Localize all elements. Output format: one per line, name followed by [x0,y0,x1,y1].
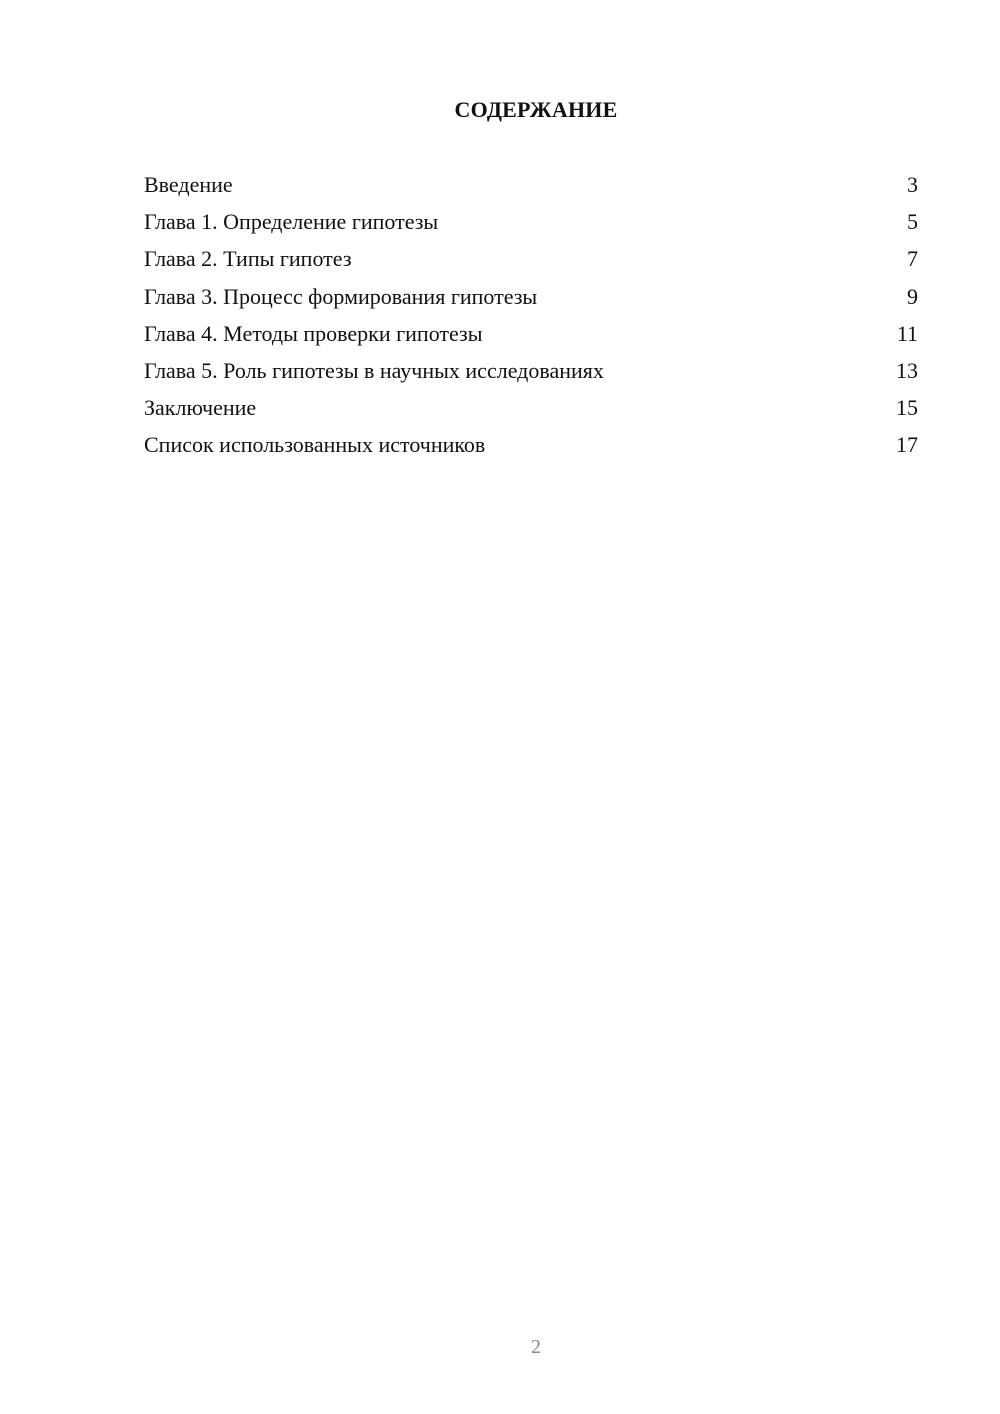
toc-item-page: 15 [896,395,918,421]
toc-item-conclusion[interactable] [144,393,918,430]
toc-item-label: Глава 2. Типы гипотез [144,246,352,272]
toc-item-references[interactable] [144,430,918,467]
toc-item-chapter-2[interactable] [144,244,918,281]
toc-item-page: 7 [907,246,918,272]
toc-title: СОДЕРЖАНИЕ [454,97,618,122]
toc-item-page: 5 [907,209,918,235]
toc-item-page: 11 [896,320,918,346]
toc-item-page: 13 [896,357,918,383]
toc-item-label: Глава 4. Методы проверки гипотезы [144,320,483,346]
toc-item-label: Глава 1. Определение гипотезы [144,209,439,235]
toc-item-label: Введение [144,172,233,197]
toc-item-label: Заключение [144,395,257,421]
toc-item-label: Глава 3. Процесс формирования гипотезы [144,283,538,309]
toc-item-label: Список использованных источников [144,432,486,458]
toc-item-page: 3 [907,172,918,197]
toc-item-page: 17 [896,432,918,458]
page-number: 2 [531,1336,541,1358]
toc-item-chapter-1[interactable] [144,207,918,244]
toc-item-chapter-3[interactable] [144,282,918,319]
toc-list [144,170,918,468]
toc-item-introduction[interactable] [144,170,918,207]
toc-item-label: Глава 5. Роль гипотезы в научных исследованиях [144,357,604,383]
toc-item-chapter-5[interactable] [144,356,918,393]
toc-item-page: 9 [907,283,918,309]
toc-item-chapter-4[interactable] [144,319,918,356]
